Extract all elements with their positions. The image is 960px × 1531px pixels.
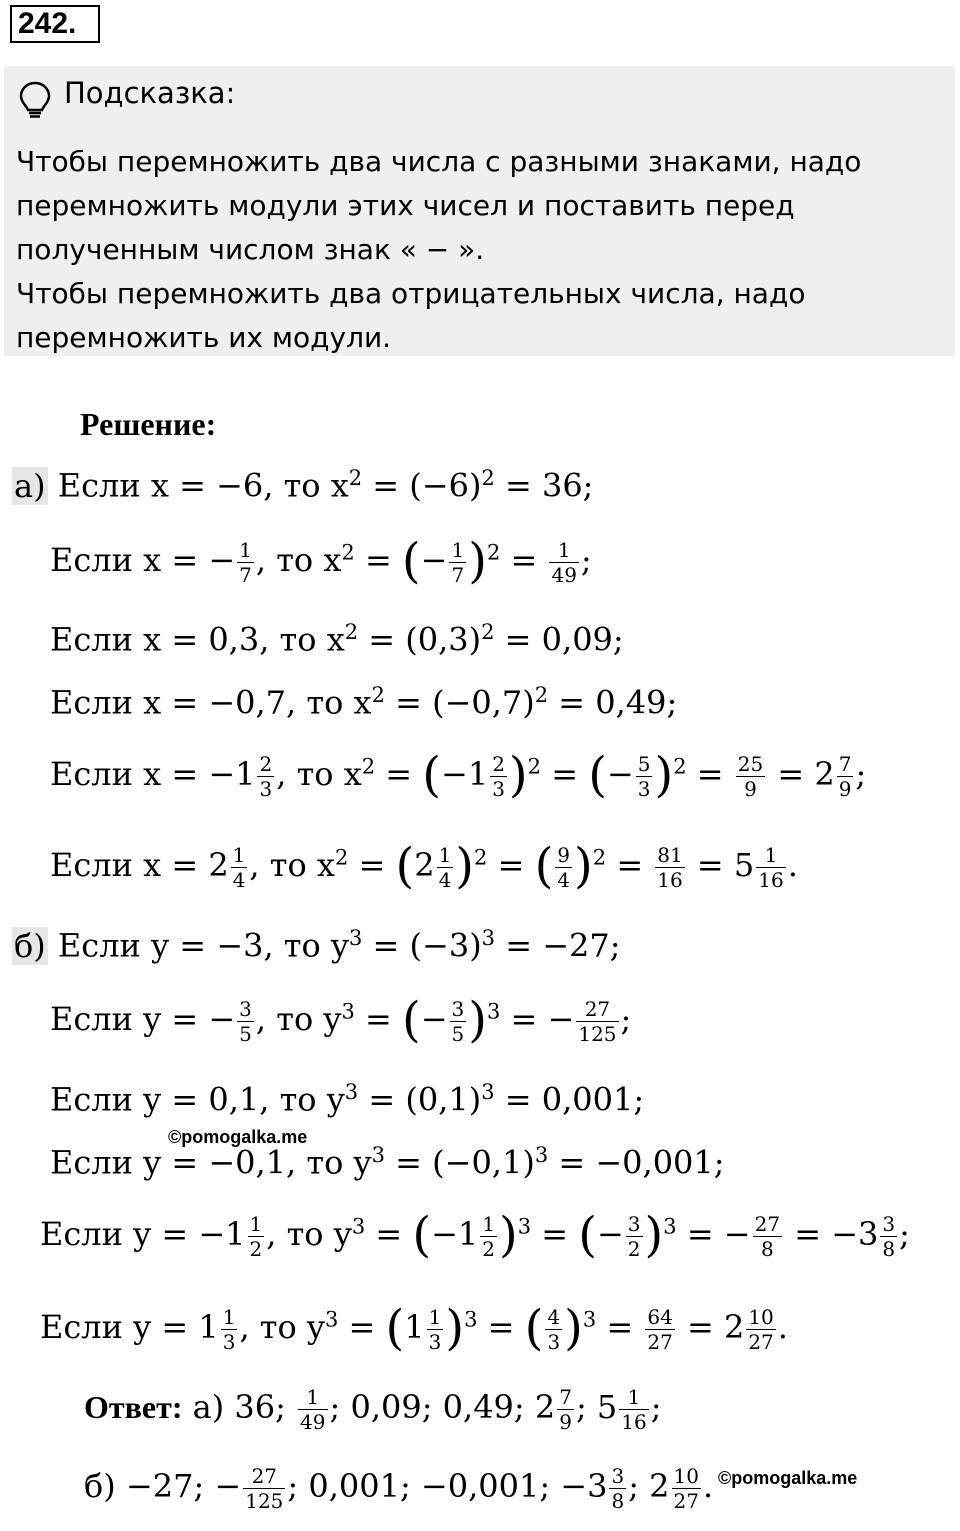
- math-line-a4: Если x = −0,7, то $x^2 = (-0,7)^2 = 0,49$;: [50, 683, 678, 722]
- part-a-label: а): [14, 466, 46, 505]
- hint-line: перемножить модули этих чисел и поставить перед: [16, 189, 795, 222]
- math-line-b3: Если y = 0,1, то $y^3 = (0,1)^3 = 0,001$;: [50, 1080, 645, 1119]
- hint-text: [16, 140, 861, 360]
- math-line-b5: Если y = −1 $\frac{1}{2}$ , то $y^3 = (-1$ $\frac{1}{2}$ )$^3$ = (− $\frac{3}{2}$ )$^3$ = − $\frac{27}{8}$ = −3 $\frac{3}{8}$ ;: [40, 1206, 910, 1263]
- hint-line: Чтобы перемножить два отрицательных числа, надо: [16, 277, 806, 310]
- answer-line-b: б) −27; − $\frac{27}{125}$ ; 0,001; −0,001; −3 $\frac{3}{8}$ ; 2 $\frac{10}{27}$ .: [84, 1464, 714, 1513]
- math-line-a6: Если x = 2 $\frac{1}{4}$ , то $x^2 = (2$ $\frac{1}{4}$ )$^2$ = ( $\frac{9}{4}$ )$^2$ = $\frac{81}{16}$ = 5 $\frac{1}{16}$ .: [50, 837, 798, 894]
- watermark: ©pomogalka.me: [168, 1127, 308, 1147]
- math-line-b4: Если y = −0,1, то $y^3 = (-0,1)^3 = -0,001$;: [50, 1143, 725, 1182]
- watermark: ©pomogalka.me: [718, 1468, 858, 1488]
- math-line-b2: Если y = − $\frac{3}{5}$ , то $y^3$ = (− $\frac{3}{5}$ )$^3$ = − $\frac{27}{125}$ ;: [50, 991, 632, 1048]
- math-line-a1: а) Если x = −6, то $x^2 = (-6)^2 = 36$;: [14, 466, 594, 505]
- solution-title: Решение:: [80, 406, 217, 442]
- part-b-label: б): [14, 926, 46, 965]
- math-line-a5: Если x = −1 $\frac{2}{3}$ , то $x^2 = (-1$ $\frac{2}{3}$ )$^2$ = (− $\frac{5}{3}$ )$^2$ = $\frac{25}{9}$ = 2 $\frac{7}{9}$ ;: [50, 746, 867, 803]
- hint-line: перемножить их модули.: [16, 321, 392, 354]
- hint-title: Подсказка:: [64, 76, 236, 110]
- hint-line: полученным числом знак « − ».: [16, 233, 485, 266]
- math-line-b6: Если y = 1 $\frac{1}{3}$ , то $y^3 = (1$ $\frac{1}{3}$ )$^3$ = ( $\frac{4}{3}$ )$^3$ = $\frac{64}{27}$ = 2 $\frac{10}{27}$ .: [40, 1299, 788, 1356]
- math-line-a3: Если x = 0,3, то $x^2 = (0,3)^2 = 0,09$;: [50, 620, 624, 659]
- hint-box: [4, 66, 955, 356]
- hint-line: Чтобы перемножить два числа с разными знаками, надо: [16, 145, 862, 178]
- task-number: 242.: [10, 5, 100, 43]
- lightbulb-icon: [18, 80, 52, 120]
- answer-label: Ответ:: [84, 1389, 183, 1425]
- answer-line-a: Ответ: а) 36; $\frac{1}{49}$ ; 0,09; 0,49; 2 $\frac{7}{9}$ ; 5 $\frac{1}{16}$ ;: [84, 1385, 662, 1434]
- math-line-b1: б) Если y = −3, то $y^3 = (-3)^3 = -27$;: [14, 926, 621, 965]
- math-line-a2: Если x = − $\frac{1}{7}$ , то $x^2$ = (− $\frac{1}{7}$ )$^2$ = $\frac{1}{49}$ ;: [50, 532, 592, 589]
